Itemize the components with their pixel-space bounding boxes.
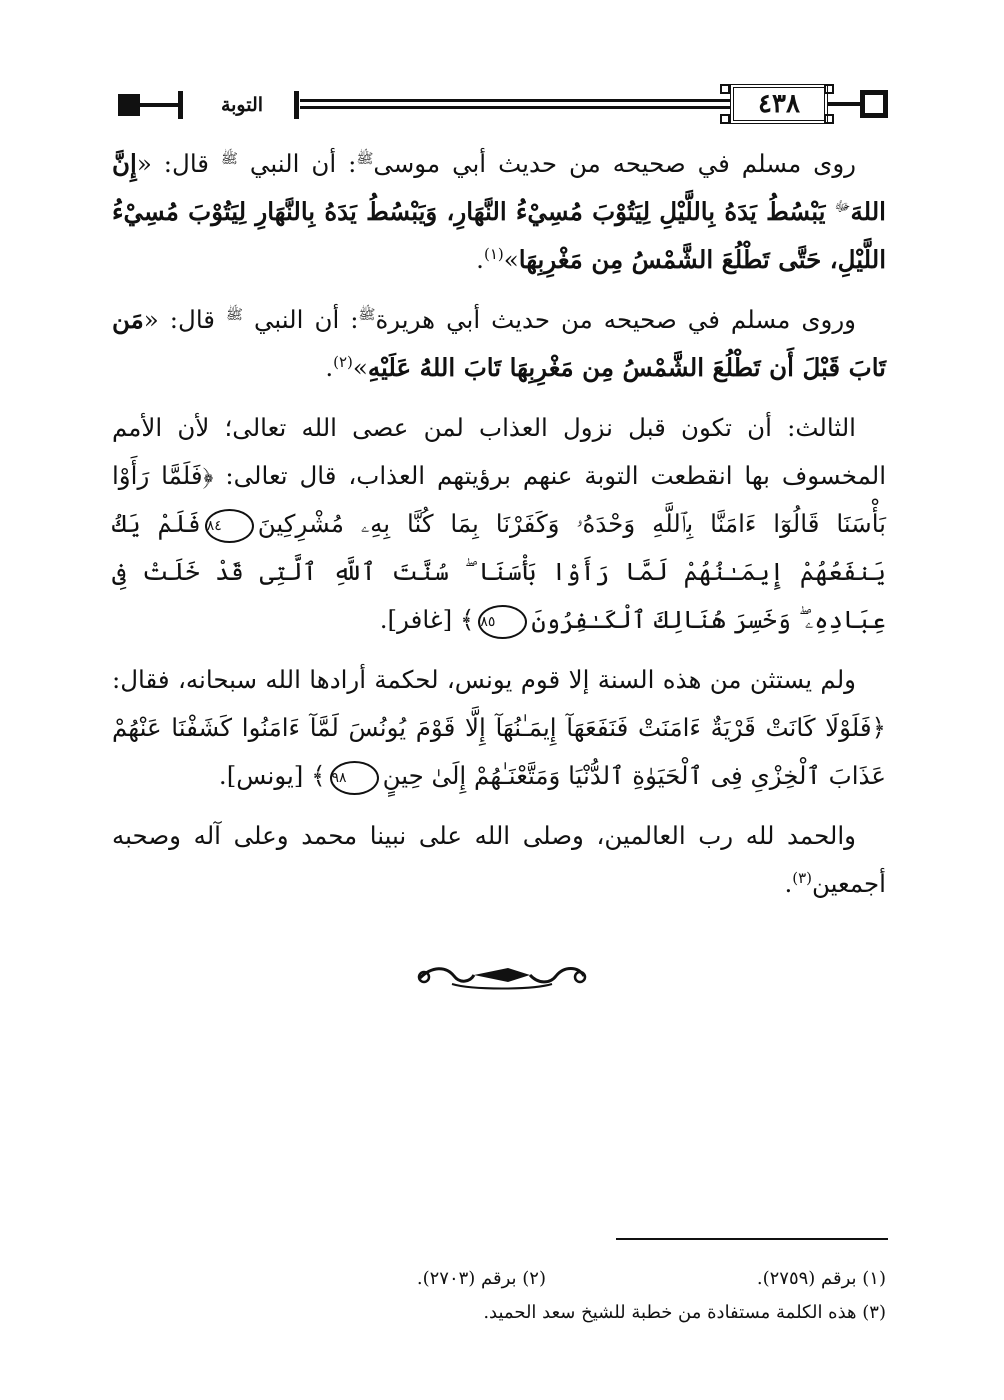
- surah-reference: [غافر].: [379, 605, 460, 634]
- header-knot-ornament: [720, 84, 730, 94]
- ayah-number-marker: ٩٨: [330, 761, 379, 795]
- honorific-glyph: ﷺ: [221, 150, 238, 167]
- page-number-frame: [730, 84, 828, 124]
- header-knot-ornament: [824, 84, 834, 94]
- footnote-separator: [616, 1238, 888, 1240]
- footnote-3: (٣) هذه الكلمة مستفادة من خطبة للشيخ سعد الحميد.: [483, 1302, 886, 1323]
- page-header: [108, 82, 888, 126]
- header-rule-center: [300, 99, 730, 102]
- paragraph-hadith-abu-hurayra: [112, 296, 886, 392]
- paragraph-text: : أن النبي: [242, 305, 359, 334]
- paragraph-text: روى مسلم في صحيحه من حديث أبي موسى: [373, 149, 857, 178]
- paragraph-text: .: [784, 869, 793, 898]
- footnote-2: (٢) برقم (٢٧٠٣).: [416, 1268, 546, 1289]
- paragraph-hadith-abu-musa: [112, 140, 886, 284]
- ayah-number-marker: ٨٤: [205, 509, 254, 543]
- paragraph-text: .: [476, 245, 484, 274]
- footnote-1: (١) برقم (٢٧٥٩).: [756, 1268, 886, 1289]
- quran-bracket: ﴾: [459, 605, 475, 634]
- paragraph-people-of-yunus: [112, 656, 886, 800]
- paragraph-third-condition: [112, 404, 886, 644]
- honorific-glyph: ﷺ: [358, 306, 376, 323]
- paragraph-text: : أن النبي: [237, 149, 357, 178]
- paragraph-text: والحمد لله رب العالمين، وصلى الله على نبينا محمد وعلى آله وصحبه أجمعين: [112, 821, 886, 898]
- header-knot-ornament: [824, 114, 834, 124]
- quran-bracket: ﴿: [871, 713, 886, 742]
- quote-mark: »: [503, 245, 519, 274]
- footnotes: [112, 1262, 886, 1330]
- ayah-number-marker: ٨٥: [478, 605, 527, 639]
- quran-bracket: ﴿: [202, 461, 214, 490]
- page-body: [112, 140, 886, 920]
- honorific-glyph: ﷺ: [226, 306, 243, 323]
- footnote-ref[interactable]: (١): [483, 244, 504, 263]
- header-ornament-square-right: [860, 90, 888, 118]
- honorific-glyph: ﷻ: [834, 198, 851, 215]
- paragraph-text: وروى مسلم في صحيحه من حديث أبي هريرة: [375, 305, 856, 334]
- quran-verse: فَلَمَّا رَأَوْا بَأْسَنَا قَالُوٓا ءَامَنَّا بِٱللَّهِ وَحْدَهُۥ وَكَفَرْنَا بِمَا كُنَّا بِهِۦ مُشْرِكِينَ: [112, 461, 886, 538]
- hadith-text: مَن تَابَ قَبْلَ أَن تَطْلُعَ الشَّمْسُ مِن مَغْرِبِهَا تَابَ اللهُ عَلَيْهِ: [112, 305, 886, 382]
- paragraph-text: قال: «: [143, 305, 227, 334]
- header-rule-right: [828, 102, 862, 106]
- paragraph-text: .: [325, 353, 334, 382]
- paragraph-text: قال: «: [136, 149, 222, 178]
- header-rule-center: [300, 106, 730, 109]
- paragraph-text: ولم يستثن من هذه السنة إلا قوم يونس، لحكمة أرادها الله سبحانه، فقال:: [112, 665, 856, 694]
- header-bar: [178, 91, 183, 119]
- quran-verse: فَلَمْ يَكُ يَنفَعُهُمْ إِيمَـٰنُهُمْ لَمَّا رَأَوْا بَأْسَنَا ۖ سُنَّتَ ٱللَّهِ ٱلَّتِى قَدْ خَلَتْ فِى عِبَادِهِۦ ۖ وَخَسِرَ هُنَالِكَ ٱلْكَـٰفِرُونَ: [112, 509, 886, 634]
- hadith-text: يَبْسُطُ يَدَهُ بِاللَّيْلِ لِيَتُوْبَ مُسِيْءُ النَّهَارِ، وَيَبْسُطُ يَدَهُ بِالنَّهَارِ لِيَتُوْبَ مُسِيْءُ اللَّيْلِ، حَتَّى تَطْلُعَ الشَّمْسُ مِن مَغْرِبِهَا: [112, 197, 886, 274]
- footnote-ref[interactable]: (٣): [792, 868, 813, 887]
- chapter-title: التوبة: [220, 94, 264, 116]
- header-ornament-square-left: [118, 94, 140, 116]
- header-knot-ornament: [720, 114, 730, 124]
- page-number: ٤٣٨: [758, 89, 800, 119]
- honorific-glyph: ﷺ: [356, 150, 374, 167]
- footnote-row: [112, 1262, 886, 1296]
- hadith-text: إِنَّ اللهَ: [112, 149, 886, 226]
- paragraph-closing: [112, 812, 886, 908]
- header-bar: [294, 91, 299, 119]
- quote-mark: »: [352, 353, 368, 382]
- footnote-ref[interactable]: (٢): [333, 352, 353, 371]
- section-end-ornament-icon: [412, 958, 592, 992]
- header-rule-left: [140, 103, 180, 107]
- paragraph-text: الثالث: أن تكون قبل نزول العذاب لمن عصى الله تعالى؛ لأن الأمم المخسوف بها انقطعت التوبة عنهم برؤيتهم العذاب، قال تعالى:: [112, 413, 887, 490]
- quran-verse: فَلَوْلَا كَانَتْ قَرْيَةٌ ءَامَنَتْ فَنَفَعَهَآ إِيمَـٰنُهَآ إِلَّا قَوْمَ يُونُسَ لَمَّآ ءَامَنُوا كَشَفْنَا عَنْهُمْ عَذَابَ ٱلْخِزْىِ فِى ٱلْحَيَوٰةِ ٱلدُّنْيَا وَمَتَّعْنَـٰهُمْ إِلَىٰ حِينٍ: [112, 713, 886, 790]
- quran-bracket: ﴾: [311, 761, 326, 790]
- surah-reference: [يونس].: [218, 761, 312, 790]
